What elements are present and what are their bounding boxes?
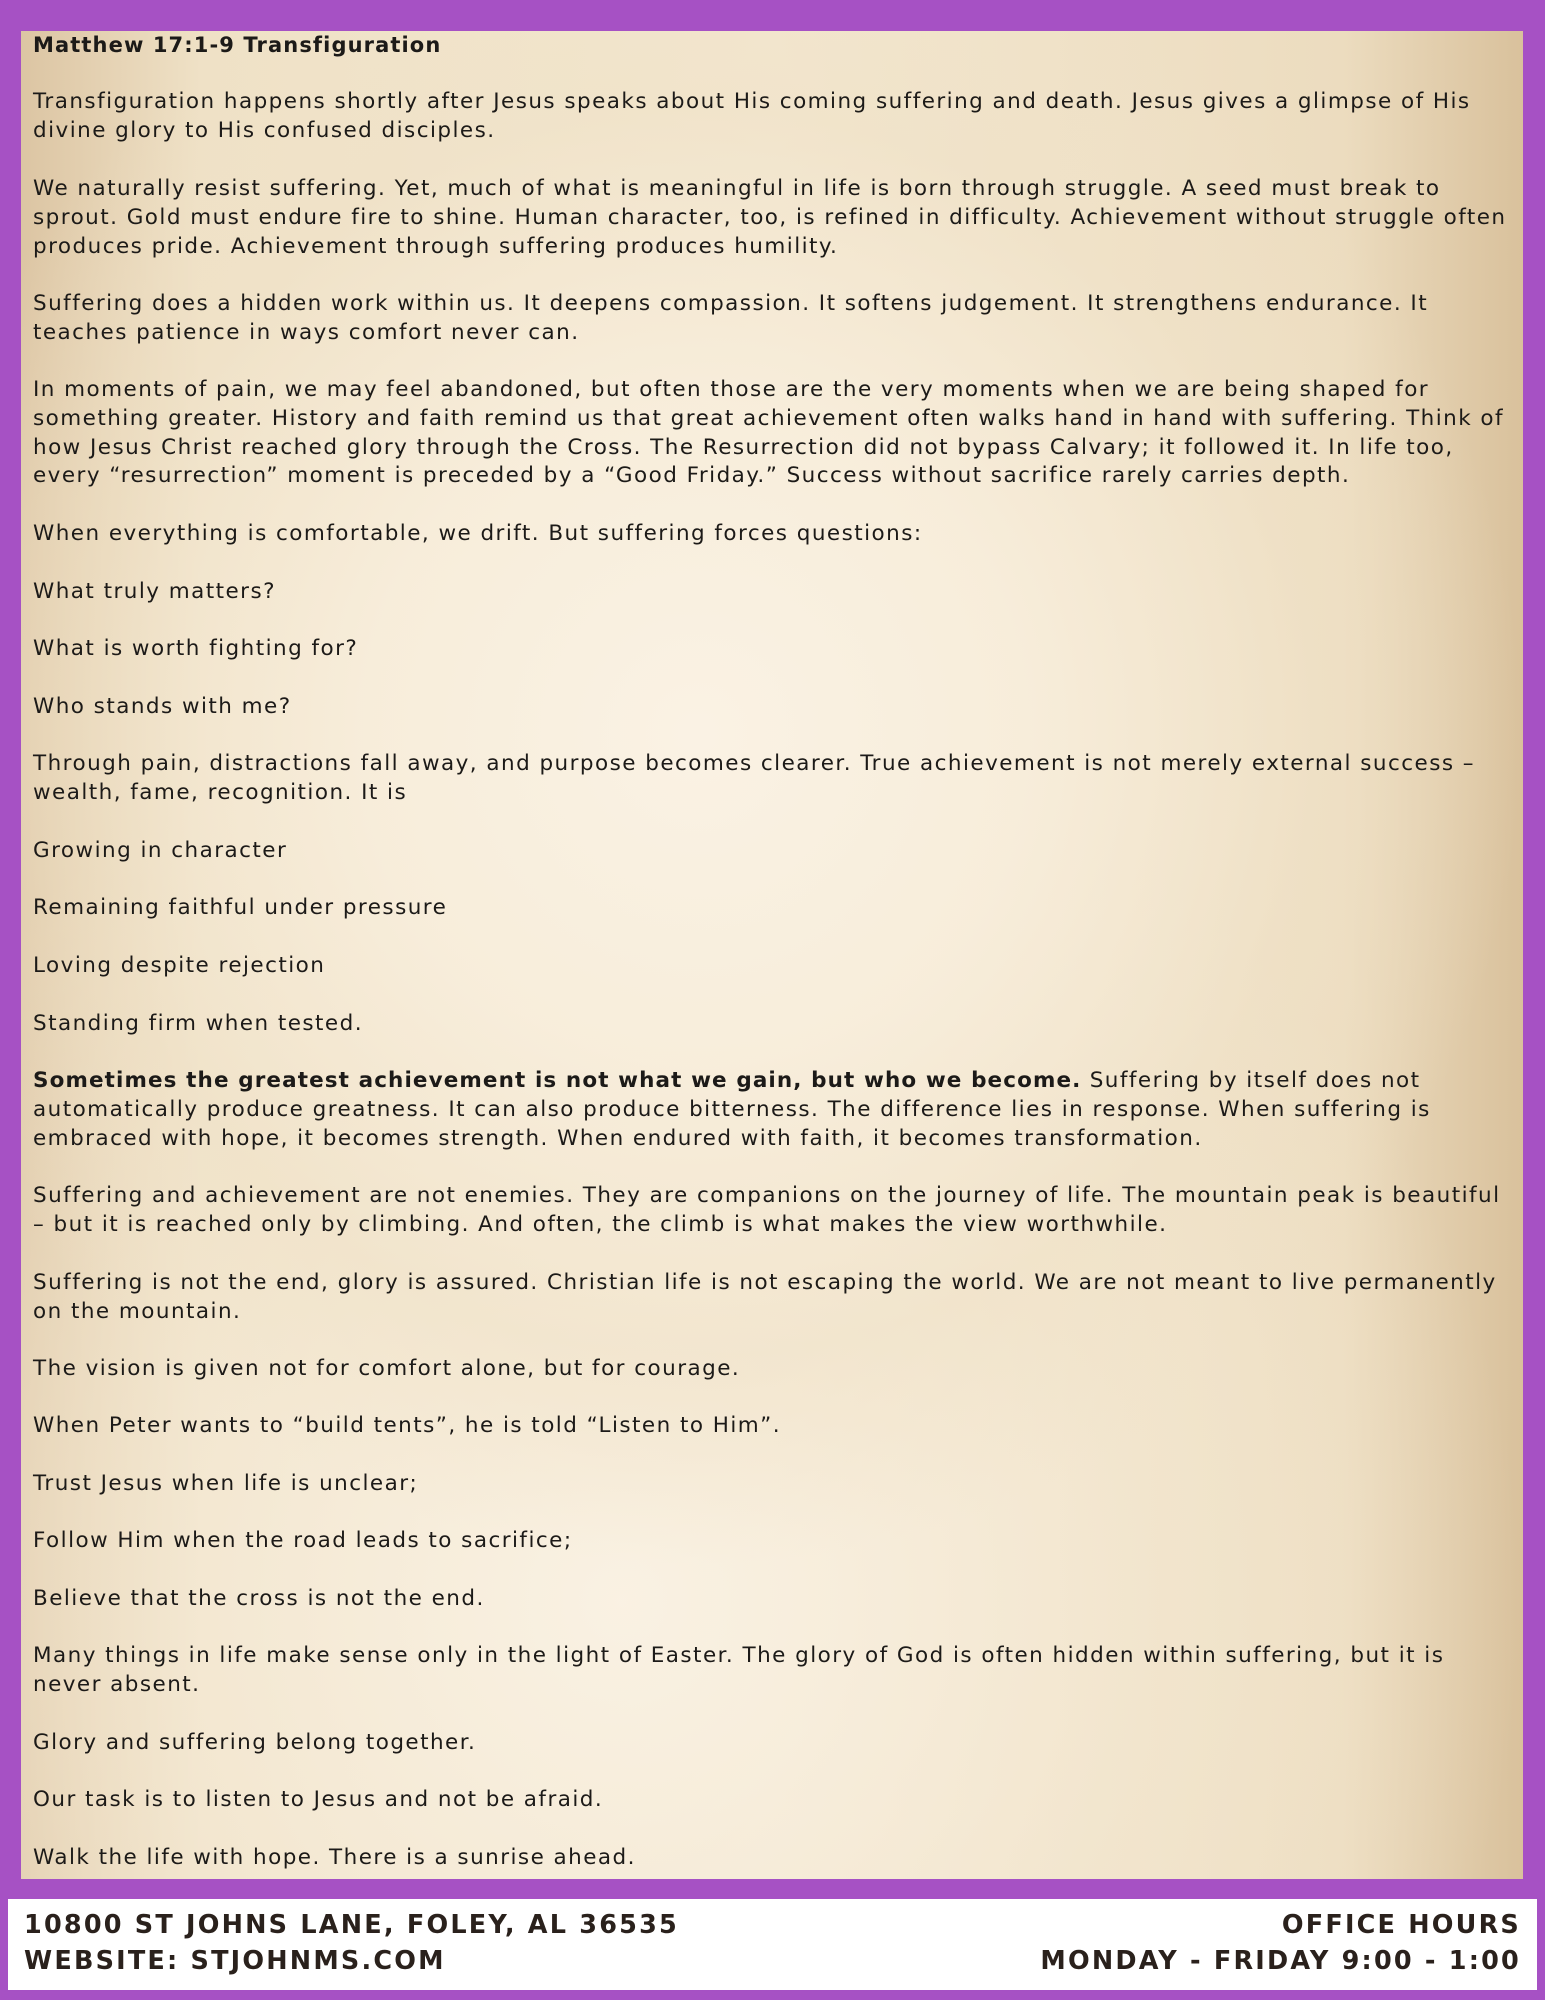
address: 10800 ST JOHNS LANE, FOLEY, AL 36535 (24, 1910, 679, 1940)
office-hours-label: OFFICE HOURS (1281, 1910, 1521, 1940)
page-title: Matthew 17:1-9 Transfiguration (33, 33, 442, 57)
paragraph: Many things in life make sense only in the light of Easter. The glory of God is often hidden within suffering, but it is never absent. (33, 1643, 1445, 1697)
paragraph: We naturally resist suffering. Yet, much of what is meaningful in life is born through struggle. A seed must break to sprout. Gold must endure fire to shine. Human character, too, is refined in difficulty. Achievement without struggle often produces pride. Achievement through suffering produces humility. (33, 176, 1507, 259)
paragraph: Who stands with me? (33, 694, 292, 719)
paragraph: Growing in character (33, 838, 288, 863)
website-link[interactable]: WEBSITE: STJOHNMS.COM (24, 1946, 446, 1976)
paragraph: When everything is comfortable, we drift. But suffering forces questions: (33, 521, 923, 546)
paragraph: Walk the life with hope. There is a sunrise ahead. (33, 1845, 636, 1870)
paragraph: What truly matters? (33, 579, 276, 604)
office-hours-value: MONDAY - FRIDAY 9:00 - 1:00 (1040, 1946, 1521, 1976)
paragraph: Trust Jesus when life is unclear; (33, 1471, 419, 1496)
paragraph: When Peter wants to “build tents”, he is told “Listen to Him”. (33, 1413, 782, 1438)
highlight-paragraph (33, 1067, 1511, 1153)
paragraph: Glory and suffering belong together. (33, 1730, 477, 1755)
paragraph: The vision is given not for comfort alone, but for courage. (33, 1356, 741, 1381)
footer (8, 1899, 1537, 1990)
paragraph: Suffering is not the end, glory is assured. Christian life is not escaping the world. We are not meant to live permanently on the mountain. (33, 1270, 1497, 1324)
paragraph: Transfiguration happens shortly after Jesus speaks about His coming suffering and death. Jesus gives a glimpse of His divine glory to His confused disciples. (33, 89, 1471, 143)
sermon-page (21, 31, 1523, 1879)
paragraph: Loving despite rejection (33, 953, 326, 978)
paragraph: In moments of pain, we may feel abandoned, but often those are the very moments when we are being shaped for something greater. History and faith remind us that great achievement often walks hand in hand with suffering. Think of how Jesus Christ reached glory through the Cross. The Resurrection did not bypass Calvary; it followed it. In life too, every “resurrection” moment is preceded by a “Good Friday.” Success without sacrifice rarely carries depth. (33, 377, 1505, 489)
paragraph: Remaining faithful under pressure (33, 895, 448, 920)
paragraph: Our task is to listen to Jesus and not be afraid. (33, 1787, 604, 1812)
paragraph: Follow Him when the road leads to sacrifice; (33, 1528, 573, 1553)
paragraph: Suffering does a hidden work within us. It deepens compassion. It softens judgement. It strengthens endurance. It teaches patience in ways comfort never can. (33, 291, 1429, 345)
paragraph: What is worth fighting for? (33, 636, 359, 661)
paragraph: Standing firm when tested. (33, 1011, 363, 1036)
bold-statement: Sometimes the greatest achievement is not what we gain, but who we become. (33, 1068, 1082, 1093)
paragraph: Through pain, distractions fall away, and purpose becomes clearer. True achievement is not merely external success – wealth, fame, recognition. It is (33, 751, 1475, 805)
paragraph: Believe that the cross is not the end. (33, 1586, 485, 1611)
paragraph: Suffering and achievement are not enemies. They are companions on the journey of life. The mountain peak is beautiful – but it is reached only by climbing. And often, the climb is what makes the view worthwhile. (33, 1183, 1501, 1237)
paragraph-rest: Suffering by itself does not automatically produce greatness. It can also produce bitterness. The difference lies in response. When suffering is embraced with hope, it becomes strength. When endured with faith, it becomes transformation. (33, 1068, 1431, 1151)
